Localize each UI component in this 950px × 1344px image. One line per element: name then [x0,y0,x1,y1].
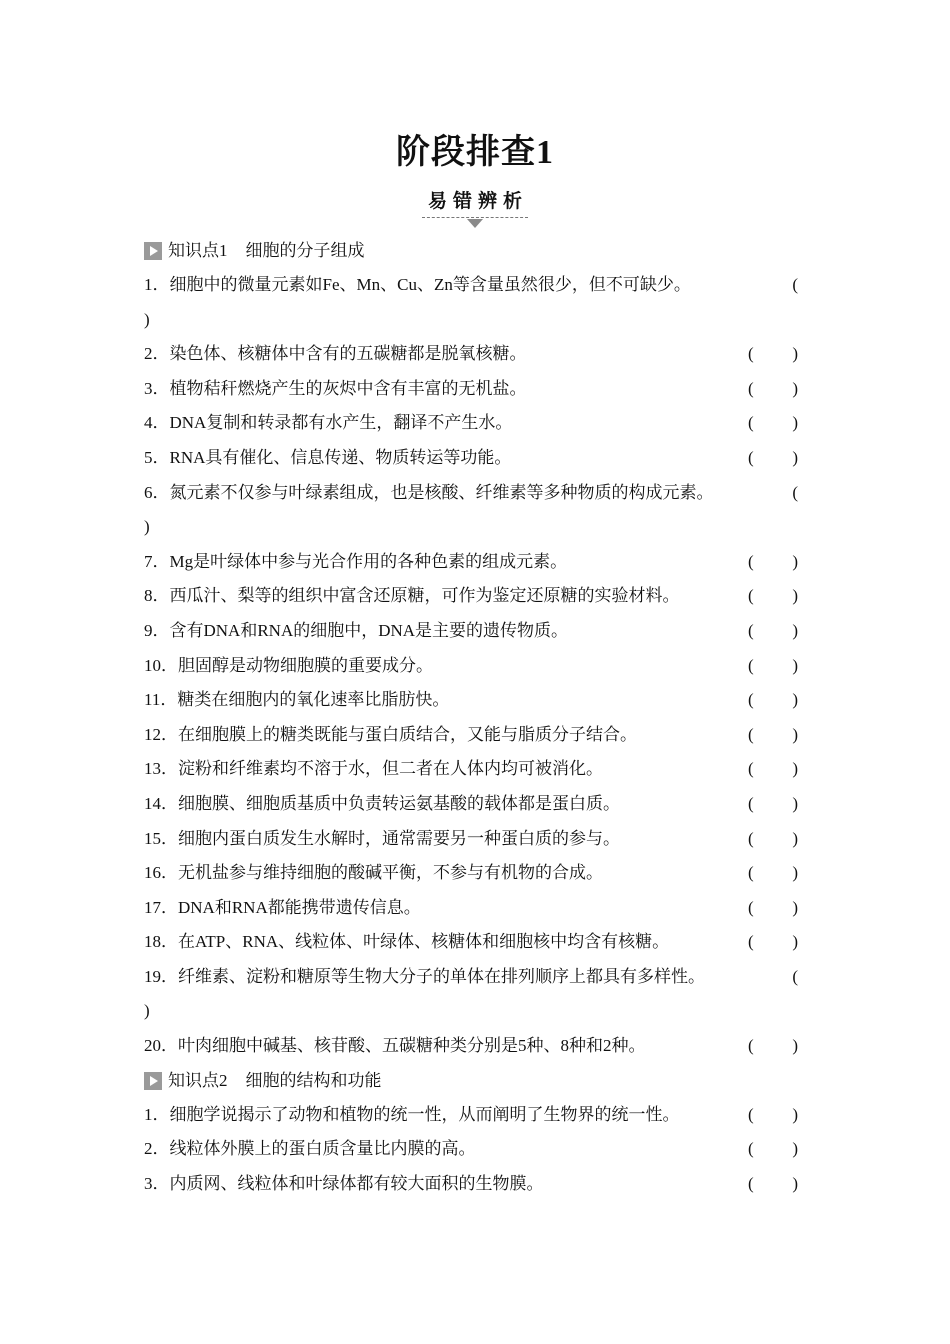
question-item [144,787,804,822]
answer-blank[interactable] [748,649,798,684]
answer-paren-close: ) [792,793,798,813]
question-text: 14．细胞膜、细胞质基质中负责转运氨基酸的载体都是蛋白质。 [144,793,620,813]
answer-blank[interactable] [748,372,798,407]
question-item [144,718,804,753]
answer-blank[interactable] [748,787,798,822]
answer-paren-close: ) [792,620,798,640]
answer-paren-open[interactable]: ( [792,275,798,294]
answer-blank[interactable] [748,891,798,926]
question-text: 2．线粒体外膜上的蛋白质含量比内膜的高。 [144,1139,476,1159]
answer-paren-close: ) [792,1173,798,1193]
answer-paren-close: ) [792,1104,798,1124]
question-text: 19．纤维素、淀粉和糖原等生物大分子的单体在排列顺序上都具有多样性。 [144,966,705,986]
answer-blank[interactable] [748,1098,798,1133]
knowledge-point-header [144,1064,804,1098]
answer-paren-close: ) [792,724,798,744]
question-item [144,406,804,441]
answer-blank[interactable] [748,1132,798,1167]
question-text: 3．植物秸秆燃烧产生的灰烬中含有丰富的无机盐。 [144,378,527,398]
answer-paren-close: ) [792,932,798,952]
answer-paren-close: ) [144,309,150,329]
answer-blank[interactable] [748,856,798,891]
question-item [144,372,804,407]
answer-blank[interactable] [748,406,798,441]
knowledge-point-label: 知识点1 [168,241,228,260]
answer-paren-close: ) [144,517,150,537]
answer-paren-close: ) [792,413,798,433]
question-item [144,1098,804,1133]
question-item [144,960,804,1029]
answer-paren-close: ) [792,828,798,848]
question-item [144,579,804,614]
answer-paren-open: ( [748,655,754,675]
question-text: 10．胆固醇是动物细胞膜的重要成分。 [144,655,433,675]
answer-paren-close: ) [792,655,798,675]
question-item [144,683,804,718]
answer-blank[interactable] [748,1167,798,1202]
answer-paren-close: ) [792,690,798,710]
answer-paren-open: ( [748,413,754,433]
answer-blank[interactable] [748,545,798,580]
knowledge-point-topic: 细胞的分子组成 [245,241,365,260]
answer-paren-open: ( [748,828,754,848]
answer-paren-open: ( [748,1139,754,1159]
question-list [144,234,804,1201]
question-text: 18．在ATP、RNA、线粒体、叶绿体、核糖体和细胞核中均含有核糖。 [144,932,670,952]
answer-paren-close: ) [792,897,798,917]
question-text: 1．细胞中的微量元素如Fe、Mn、Cu、Zn等含量虽然很少，但不可缺少。 [144,275,691,294]
question-text: 16．无机盐参与维持细胞的酸碱平衡，不参与有机物的合成。 [144,863,603,883]
answer-blank[interactable] [748,1029,798,1064]
question-text: 3．内质网、线粒体和叶绿体都有较大面积的生物膜。 [144,1173,544,1193]
answer-paren-open: ( [748,447,754,467]
answer-paren-open: ( [748,551,754,571]
question-item [144,441,804,476]
question-text: 5．RNA具有催化、信息传递、物质转运等功能。 [144,447,512,467]
question-item [144,752,804,787]
question-item [144,925,804,960]
answer-blank[interactable] [748,337,798,372]
answer-paren-open: ( [748,586,754,606]
answer-paren-close: ) [792,759,798,779]
question-text: 8．西瓜汁、梨等的组织中富含还原糖，可作为鉴定还原糖的实验材料。 [144,586,680,606]
answer-paren-open: ( [748,690,754,710]
answer-blank[interactable] [748,925,798,960]
section-subtitle [0,186,950,218]
answer-paren-open: ( [748,1036,754,1056]
knowledge-point-label: 知识点2 [168,1070,228,1090]
question-item [144,268,804,337]
question-text: 4．DNA复制和转录都有水产生，翻译不产生水。 [144,413,513,433]
question-item [144,1132,804,1167]
answer-paren-close: ) [792,1036,798,1056]
answer-paren-close: ) [792,1139,798,1159]
question-item [144,476,804,545]
answer-paren-open: ( [748,932,754,952]
question-text: 15．细胞内蛋白质发生水解时，通常需要另一种蛋白质的参与。 [144,828,620,848]
answer-paren-open: ( [748,620,754,640]
answer-paren-open[interactable]: ( [792,482,798,502]
play-icon [144,242,162,260]
answer-paren-open: ( [748,863,754,883]
question-item [144,337,804,372]
answer-blank[interactable] [748,614,798,649]
answer-paren-open: ( [748,724,754,744]
question-text: 1．细胞学说揭示了动物和植物的统一性，从而阐明了生物界的统一性。 [144,1104,680,1124]
answer-paren-open: ( [748,1104,754,1124]
answer-blank[interactable] [748,718,798,753]
question-item [144,614,804,649]
question-text: 6．氮元素不仅参与叶绿素组成，也是核酸、纤维素等多种物质的构成元素。 [144,482,714,502]
question-text: 7．Mg是叶绿体中参与光合作用的各种色素的组成元素。 [144,551,568,571]
answer-blank[interactable] [748,441,798,476]
answer-paren-close: ) [792,344,798,364]
question-item [144,1167,804,1202]
page-title: 阶段排查1 [396,134,554,171]
question-text: 17．DNA和RNA都能携带遗传信息。 [144,897,421,917]
answer-blank[interactable] [748,752,798,787]
question-text: 2．染色体、核糖体中含有的五碳糖都是脱氧核糖。 [144,344,527,364]
question-item [144,545,804,580]
question-item [144,822,804,857]
answer-blank[interactable] [748,822,798,857]
knowledge-point-header [144,234,804,268]
answer-blank[interactable] [748,579,798,614]
answer-paren-open: ( [748,378,754,398]
answer-paren-open: ( [748,1173,754,1193]
answer-blank[interactable] [748,683,798,718]
question-text: 9．含有DNA和RNA的细胞中，DNA是主要的遗传物质。 [144,620,569,640]
answer-paren-open: ( [748,344,754,364]
question-text: 13．淀粉和纤维素均不溶于水，但二者在人体内均可被消化。 [144,759,603,779]
question-item [144,891,804,926]
down-triangle-icon [467,219,483,228]
answer-paren-close: ) [792,551,798,571]
question-text: 11．糖类在细胞内的氧化速率比脂肪快。 [144,690,450,710]
question-item [144,649,804,684]
answer-paren-close: ) [792,447,798,467]
question-item [144,1029,804,1064]
answer-paren-close: ) [792,586,798,606]
play-icon [144,1072,162,1090]
subtitle-text: 易错辨析 [427,191,528,212]
answer-paren-open: ( [748,759,754,779]
answer-paren-open[interactable]: ( [792,966,798,986]
answer-paren-close: ) [792,378,798,398]
question-text: 20．叶肉细胞中碱基、核苷酸、五碳糖种类分别是5种、8种和2种。 [144,1036,646,1056]
answer-paren-close: ) [144,1001,150,1021]
question-item [144,856,804,891]
question-text: 12．在细胞膜上的糖类既能与蛋白质结合，又能与脂质分子结合。 [144,724,637,744]
answer-paren-close: ) [792,863,798,883]
answer-paren-open: ( [748,793,754,813]
knowledge-point-topic: 细胞的结构和功能 [245,1070,382,1090]
answer-paren-open: ( [748,897,754,917]
